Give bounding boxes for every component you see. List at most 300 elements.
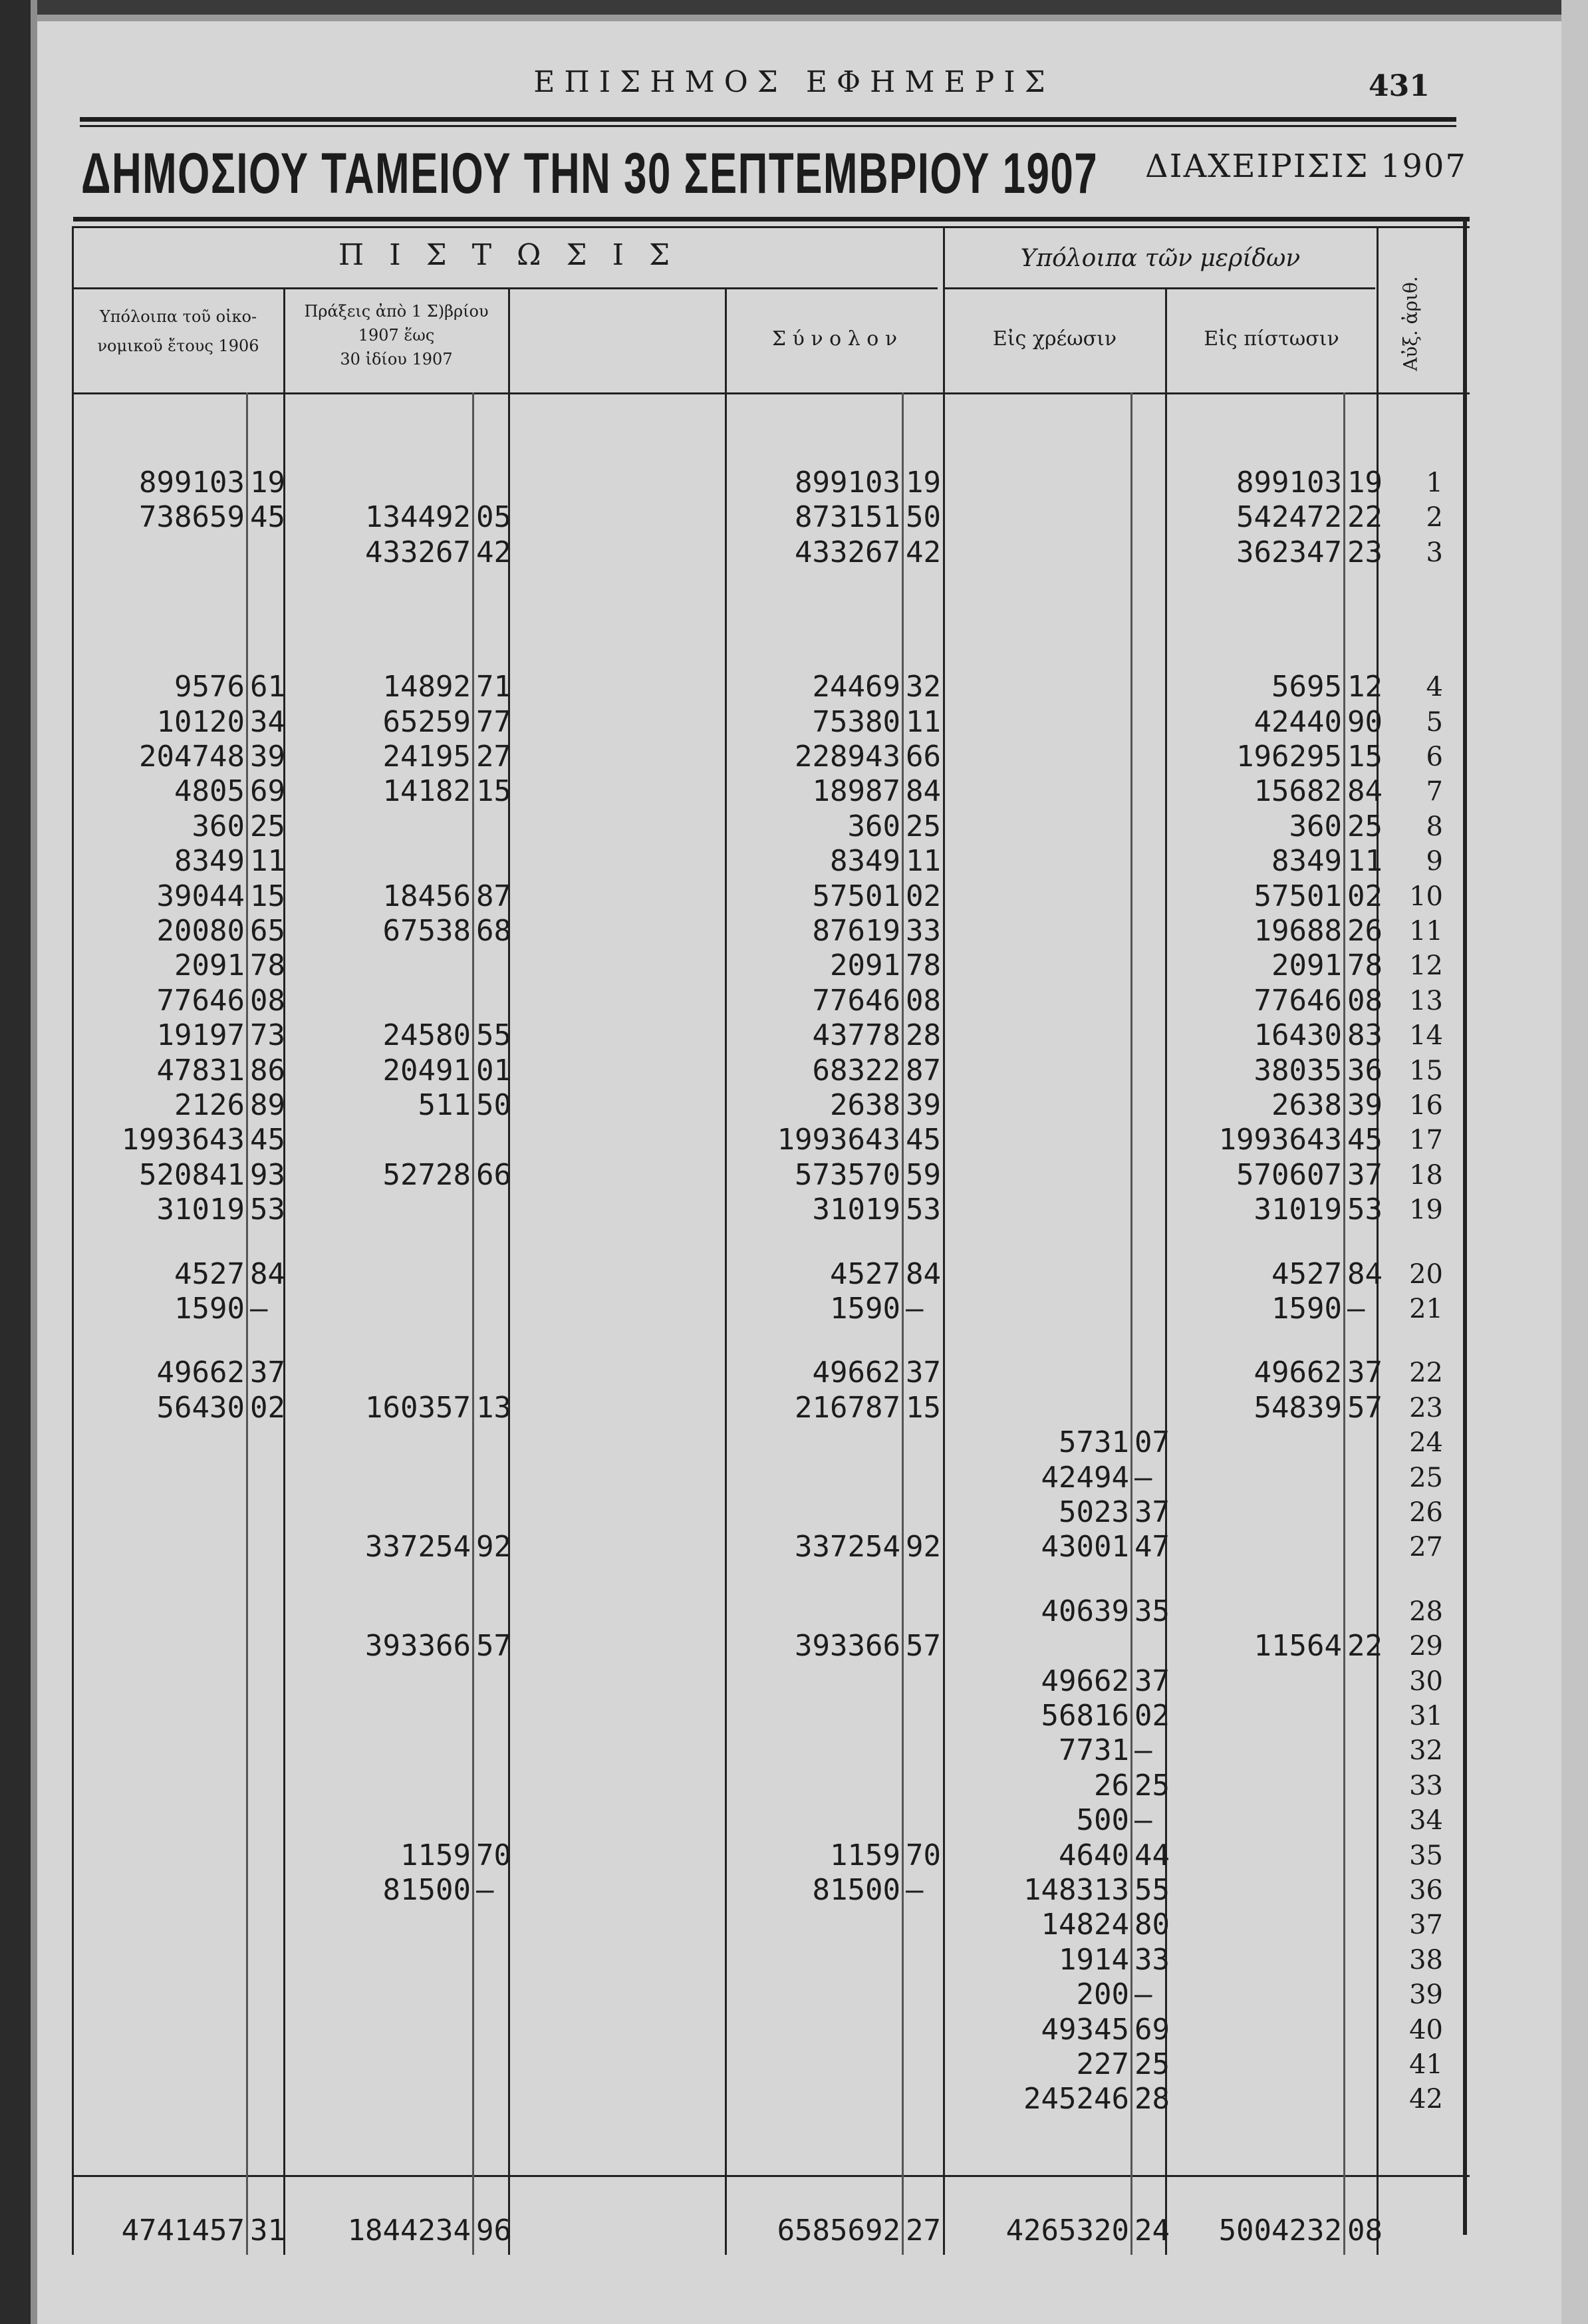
cell-dd: 47 <box>1134 1530 1170 1564</box>
cell-d: 14824 <box>1041 1908 1129 1942</box>
cell-bd: 15 <box>476 774 511 808</box>
cell-b <box>293 1194 471 1226</box>
cell-b <box>293 1770 471 1802</box>
cell-d <box>951 671 1129 703</box>
cell-ad: 45 <box>250 1123 285 1157</box>
cell-a <box>80 1770 245 1802</box>
cell-d: 5731 <box>1059 1425 1129 1459</box>
cell-d <box>951 1194 1129 1226</box>
cell-cd: 78 <box>906 948 941 982</box>
table-row <box>0 881 1588 913</box>
cell-a: 77646 <box>156 984 245 1018</box>
cell-dd: 37 <box>1134 1495 1170 1529</box>
page-top-shadow <box>0 15 1588 21</box>
cell-bd: 66 <box>476 1158 511 1192</box>
cell-dd <box>1134 706 1166 738</box>
cell-bd <box>476 811 508 843</box>
cell-b: 52728 <box>382 1158 471 1192</box>
cell-bd <box>476 1596 508 1628</box>
total-b: 1844234 <box>347 2214 471 2248</box>
cell-bd <box>476 2049 508 2081</box>
cell-a <box>80 1700 245 1732</box>
table-row <box>0 811 1588 843</box>
cell-ad <box>250 1700 282 1732</box>
line-number: 4 <box>1426 672 1443 702</box>
header-credit: Εἰς πίστωσιν <box>1204 327 1339 351</box>
cell-bd: 68 <box>476 914 511 948</box>
cell-cd: 19 <box>906 466 941 500</box>
cell-ad: 84 <box>250 1257 285 1291</box>
cell-b: 14892 <box>382 670 471 704</box>
table-row <box>0 1909 1588 1941</box>
title-rule <box>73 217 1470 221</box>
cell-ed <box>1347 1840 1377 1872</box>
line-number: 8 <box>1426 811 1443 842</box>
line-number: 27 <box>1409 1532 1443 1562</box>
cell-dd <box>1134 1630 1166 1662</box>
cell-d: 200 <box>1076 1977 1129 2011</box>
cell-dd <box>1134 985 1166 1017</box>
cell-d <box>951 502 1129 533</box>
cell-ed <box>1347 1805 1377 1836</box>
total-d-dec: 24 <box>1134 2214 1170 2248</box>
cell-d <box>951 1293 1129 1325</box>
cell-b: 160357 <box>365 1391 471 1425</box>
line-number: 38 <box>1409 1945 1443 1975</box>
cell-a <box>80 1840 245 1872</box>
cell-d <box>951 776 1129 807</box>
table-row <box>0 1531 1588 1563</box>
cell-c <box>731 1944 900 1976</box>
cell-bd <box>476 2083 508 2115</box>
table-row <box>0 502 1588 533</box>
cell-c <box>731 2083 900 2115</box>
cell-dd: 02 <box>1134 1699 1170 1733</box>
cell-d <box>951 467 1129 499</box>
cell-dd: — <box>1134 1733 1152 1767</box>
cell-c: 393366 <box>795 1629 900 1663</box>
cell-bd: 55 <box>476 1018 511 1052</box>
cell-c: 1590 <box>830 1292 900 1326</box>
table-row <box>0 1124 1588 1156</box>
total-e: 5004232 <box>1218 2214 1342 2248</box>
cell-cd: 92 <box>906 1530 941 1564</box>
cell-b <box>293 1427 471 1459</box>
cell-b: 511 <box>418 1088 471 1122</box>
cell-dd <box>1134 671 1166 703</box>
cell-bd: 42 <box>476 535 511 569</box>
cell-c: 216787 <box>795 1391 900 1425</box>
cell-e: 49662 <box>1254 1356 1342 1389</box>
cell-ad <box>250 1874 282 1906</box>
cell-cd <box>906 1666 940 1697</box>
cell-ad <box>250 1909 282 1941</box>
cell-ed <box>1347 1700 1377 1732</box>
table-row <box>0 2049 1588 2081</box>
cell-c: 87619 <box>812 914 900 948</box>
header-bottom-rule <box>73 392 1470 394</box>
cell-ad <box>250 1427 282 1459</box>
cell-a: 520841 <box>139 1158 245 1192</box>
cell-e <box>1170 1497 1342 1528</box>
table-row <box>0 1700 1588 1732</box>
cell-e: 54839 <box>1254 1391 1342 1425</box>
line-number: 37 <box>1409 1910 1443 1940</box>
cell-e: 42440 <box>1254 705 1342 739</box>
cell-ed <box>1347 1497 1377 1528</box>
cell-bd: — <box>476 1873 494 1907</box>
cell-e <box>1170 1770 1342 1802</box>
cell-bd <box>476 1805 508 1836</box>
cell-bd <box>476 1666 508 1697</box>
cell-dd: 35 <box>1134 1594 1170 1628</box>
cell-a <box>80 1462 245 1494</box>
cell-c: 2091 <box>830 948 900 982</box>
cell-bd <box>476 1944 508 1976</box>
cell-c <box>731 1596 900 1628</box>
cell-b: 14182 <box>382 774 471 808</box>
cell-dd <box>1134 811 1166 843</box>
table-row <box>0 985 1588 1017</box>
cell-ad: 93 <box>250 1158 285 1192</box>
cell-d <box>951 915 1129 947</box>
group-rule <box>73 287 938 289</box>
cell-e: 8349 <box>1271 844 1342 878</box>
table-row <box>0 776 1588 807</box>
cell-cd: 33 <box>906 914 941 948</box>
cell-ed <box>1347 1944 1377 1976</box>
line-number: 12 <box>1409 950 1443 981</box>
cell-e: 570607 <box>1236 1158 1342 1192</box>
line-number: 9 <box>1426 846 1443 877</box>
cell-a: 10120 <box>156 705 245 739</box>
cell-dd <box>1134 1089 1166 1121</box>
cell-b: 65259 <box>382 705 471 739</box>
cell-dd <box>1134 1020 1166 1052</box>
cell-d: 227 <box>1076 2047 1129 2081</box>
cell-ad: 69 <box>250 774 285 808</box>
cell-ed: 37 <box>1347 1356 1383 1389</box>
table-title: ΔΗΜΟΣΙΟΥ ΤΑΜΕΙΟΥ ΤΗΝ 30 ΣΕΠΤΕΜΒΡΙΟΥ 1907 <box>81 142 1099 206</box>
cell-e <box>1170 2049 1342 2081</box>
cell-ad: 37 <box>250 1356 285 1389</box>
cell-ad <box>250 1462 282 1494</box>
cell-ad <box>250 1979 282 2011</box>
cell-b: 433267 <box>365 535 471 569</box>
cell-ed: 37 <box>1347 1158 1383 1192</box>
line-number: 22 <box>1409 1358 1443 1388</box>
cell-ed <box>1347 1462 1377 1494</box>
table-row <box>0 1427 1588 1459</box>
cell-a: 8349 <box>174 844 245 878</box>
cell-cd: 45 <box>906 1123 941 1157</box>
cell-b <box>293 1944 471 1976</box>
cell-dd: 07 <box>1134 1425 1170 1459</box>
total-d: 4265320 <box>1005 2214 1129 2248</box>
cell-a: 19197 <box>156 1018 245 1052</box>
cell-b <box>293 1462 471 1494</box>
cell-d <box>951 1159 1129 1191</box>
cell-a: 9576 <box>174 670 245 704</box>
line-number: 26 <box>1409 1497 1443 1528</box>
cell-c <box>731 1700 900 1732</box>
cell-cd <box>906 1596 940 1628</box>
cell-b <box>293 2014 471 2046</box>
line-number: 11 <box>1409 916 1443 946</box>
cell-ad: 73 <box>250 1018 285 1052</box>
cell-ad <box>250 2083 282 2115</box>
line-number: 18 <box>1409 1160 1443 1191</box>
cell-dd <box>1134 950 1166 982</box>
cell-ad: 86 <box>250 1054 285 1088</box>
cell-ad: — <box>250 1292 268 1326</box>
cell-e <box>1170 1944 1342 1976</box>
cell-b <box>293 1700 471 1732</box>
cell-cd <box>906 1427 940 1459</box>
page-number: 431 <box>1369 69 1430 103</box>
table-row <box>0 845 1588 877</box>
cell-ad: 11 <box>250 844 285 878</box>
line-number: 29 <box>1409 1631 1443 1662</box>
table-row <box>0 1979 1588 2011</box>
cell-b <box>293 1497 471 1528</box>
total-c: 6585692 <box>777 2214 900 2248</box>
cell-dd: 80 <box>1134 1908 1170 1942</box>
header-debit: Εἰς χρέωσιν <box>992 327 1117 351</box>
cell-ed: 23 <box>1347 535 1383 569</box>
cell-ed <box>1347 1909 1377 1941</box>
line-number: 20 <box>1409 1259 1443 1290</box>
cell-b: 1159 <box>400 1838 471 1872</box>
cell-cd: 42 <box>906 535 941 569</box>
table-row <box>0 1735 1588 1767</box>
table-row <box>0 1258 1588 1290</box>
cell-bd <box>476 1258 508 1290</box>
table-row <box>0 1596 1588 1628</box>
cell-dd <box>1134 1124 1166 1156</box>
cell-b <box>293 950 471 982</box>
page-top-edge <box>0 0 1588 15</box>
cell-cd <box>906 1735 940 1767</box>
cell-ed: 22 <box>1347 1629 1383 1663</box>
cell-e <box>1170 1840 1342 1872</box>
cell-ad <box>250 2049 282 2081</box>
table-row <box>0 1497 1588 1528</box>
cell-e: 19688 <box>1254 914 1342 948</box>
cell-e: 196295 <box>1236 740 1342 774</box>
cell-e: 57501 <box>1254 879 1342 913</box>
running-title: ΕΠΙΣΗΜΟΣ ΕΦΗΜΕΡΙΣ <box>533 65 1055 99</box>
cell-a <box>80 1630 245 1662</box>
line-number: 2 <box>1426 502 1443 533</box>
cell-a <box>80 1497 245 1528</box>
cell-c <box>731 1909 900 1941</box>
cell-ad: 53 <box>250 1193 285 1227</box>
cell-d: 49345 <box>1041 2013 1129 2047</box>
line-number: 24 <box>1409 1427 1443 1458</box>
cell-e <box>1170 1531 1342 1563</box>
total-b-dec: 96 <box>476 2214 511 2248</box>
cell-cd: 39 <box>906 1088 941 1122</box>
cell-cd: 32 <box>906 670 941 704</box>
cell-bd <box>476 1124 508 1156</box>
cell-ad <box>250 1630 282 1662</box>
cell-c: 873151 <box>795 500 900 534</box>
cell-a: 56430 <box>156 1391 245 1425</box>
cell-e: 38035 <box>1254 1054 1342 1088</box>
cell-cd: 57 <box>906 1629 941 1663</box>
header-line-number: Αὐξ. ἀριθ. <box>1399 276 1422 371</box>
cell-dd <box>1134 502 1166 533</box>
cell-c: 573570 <box>795 1158 900 1192</box>
cell-dd: 44 <box>1134 1838 1170 1872</box>
cell-a: 4805 <box>174 774 245 808</box>
line-number: 6 <box>1426 742 1443 772</box>
table-row <box>0 537 1588 569</box>
cell-dd <box>1134 1194 1166 1226</box>
cell-c <box>731 1427 900 1459</box>
cell-ed: 19 <box>1347 466 1383 500</box>
cell-e: 360 <box>1289 809 1342 843</box>
line-number: 17 <box>1409 1125 1443 1155</box>
cell-bd <box>476 950 508 982</box>
cell-c: 49662 <box>812 1356 900 1389</box>
cell-e: 16430 <box>1254 1018 1342 1052</box>
cell-ad: 65 <box>250 914 285 948</box>
cell-c: 24469 <box>812 670 900 704</box>
cell-d <box>951 1258 1129 1290</box>
cell-d: 5023 <box>1059 1495 1129 1529</box>
cell-ed: 02 <box>1347 879 1383 913</box>
cell-c: 337254 <box>795 1530 900 1564</box>
cell-bd <box>476 1909 508 1941</box>
cell-a: 31019 <box>156 1193 245 1227</box>
cell-e: 77646 <box>1254 984 1342 1018</box>
table-row <box>0 671 1588 703</box>
cell-cd: 37 <box>906 1356 941 1389</box>
cell-e: 2638 <box>1271 1088 1342 1122</box>
table-row <box>0 1159 1588 1191</box>
cell-d: 49662 <box>1041 1664 1129 1698</box>
group-rule-right <box>944 287 1375 289</box>
cell-d <box>951 741 1129 773</box>
cell-c: 68322 <box>812 1054 900 1088</box>
cell-e <box>1170 1596 1342 1628</box>
total-e-dec: 08 <box>1347 2214 1383 2248</box>
cell-a: 47831 <box>156 1054 245 1088</box>
line-number: 14 <box>1409 1020 1443 1051</box>
table-row <box>0 706 1588 738</box>
cell-b <box>293 1258 471 1290</box>
cell-b <box>293 811 471 843</box>
cell-cd: 50 <box>906 500 941 534</box>
cell-ed: 12 <box>1347 670 1383 704</box>
cell-c <box>731 1735 900 1767</box>
cell-e <box>1170 1909 1342 1941</box>
line-number: 39 <box>1409 1979 1443 2010</box>
cell-e <box>1170 2014 1342 2046</box>
cell-bd <box>476 1293 508 1325</box>
cell-b <box>293 1596 471 1628</box>
cell-e <box>1170 1805 1342 1836</box>
cell-dd: 37 <box>1134 1664 1170 1698</box>
cell-c: 1993643 <box>777 1123 900 1157</box>
cell-a: 1993643 <box>121 1123 245 1157</box>
cell-d: 43001 <box>1041 1530 1129 1564</box>
line-number: 13 <box>1409 986 1443 1016</box>
cell-b <box>293 1293 471 1325</box>
table-row <box>0 915 1588 947</box>
cell-dd: 33 <box>1134 1943 1170 1977</box>
cell-b <box>293 2049 471 2081</box>
cell-a <box>80 2083 245 2115</box>
total-c-dec: 27 <box>906 2214 941 2248</box>
cell-b <box>293 1666 471 1697</box>
cell-bd <box>476 845 508 877</box>
table-row <box>0 1055 1588 1087</box>
cell-a <box>80 1735 245 1767</box>
cell-a: 20080 <box>156 914 245 948</box>
cell-c <box>731 1770 900 1802</box>
cell-c: 4527 <box>830 1257 900 1291</box>
cell-d: 245246 <box>1023 2082 1129 2116</box>
cell-e: 362347 <box>1236 535 1342 569</box>
cell-dd <box>1134 1258 1166 1290</box>
cell-e: 2091 <box>1271 948 1342 982</box>
cell-d <box>951 985 1129 1017</box>
cell-ed: 45 <box>1347 1123 1383 1157</box>
cell-ed <box>1347 1770 1377 1802</box>
cell-ad: 02 <box>250 1391 285 1425</box>
cell-d <box>951 537 1129 569</box>
table-row <box>0 1462 1588 1494</box>
cell-c <box>731 1805 900 1836</box>
cell-ed: 15 <box>1347 740 1383 774</box>
table-row <box>0 1293 1588 1325</box>
cell-a <box>80 1909 245 1941</box>
cell-bd <box>476 467 508 499</box>
line-number: 36 <box>1409 1875 1443 1906</box>
cell-ed <box>1347 1979 1377 2011</box>
cell-dd <box>1134 1392 1166 1424</box>
cell-bd <box>476 1462 508 1494</box>
cell-a: 2091 <box>174 948 245 982</box>
cell-ed: 90 <box>1347 705 1383 739</box>
table-row <box>0 2014 1588 2046</box>
total-a: 4741457 <box>121 2214 245 2248</box>
cell-ad: 19 <box>250 466 285 500</box>
cell-cd: 25 <box>906 809 941 843</box>
cell-d: 500 <box>1076 1803 1129 1837</box>
table-row <box>0 1630 1588 1662</box>
cell-b: 81500 <box>382 1873 471 1907</box>
cell-ed: 22 <box>1347 500 1383 534</box>
cell-dd <box>1134 915 1166 947</box>
cell-bd <box>476 1979 508 2011</box>
line-number: 3 <box>1426 537 1443 568</box>
cell-e <box>1170 2083 1342 2115</box>
cell-cd: 87 <box>906 1054 941 1088</box>
cell-d: 42494 <box>1041 1461 1129 1495</box>
cell-cd: 84 <box>906 1257 941 1291</box>
cell-a: 4527 <box>174 1257 245 1291</box>
cell-ad: 25 <box>250 809 285 843</box>
cell-e: 899103 <box>1236 466 1342 500</box>
cell-ad: 39 <box>250 740 285 774</box>
table-row <box>0 741 1588 773</box>
cell-ed <box>1347 1874 1377 1906</box>
cell-c: 75380 <box>812 705 900 739</box>
